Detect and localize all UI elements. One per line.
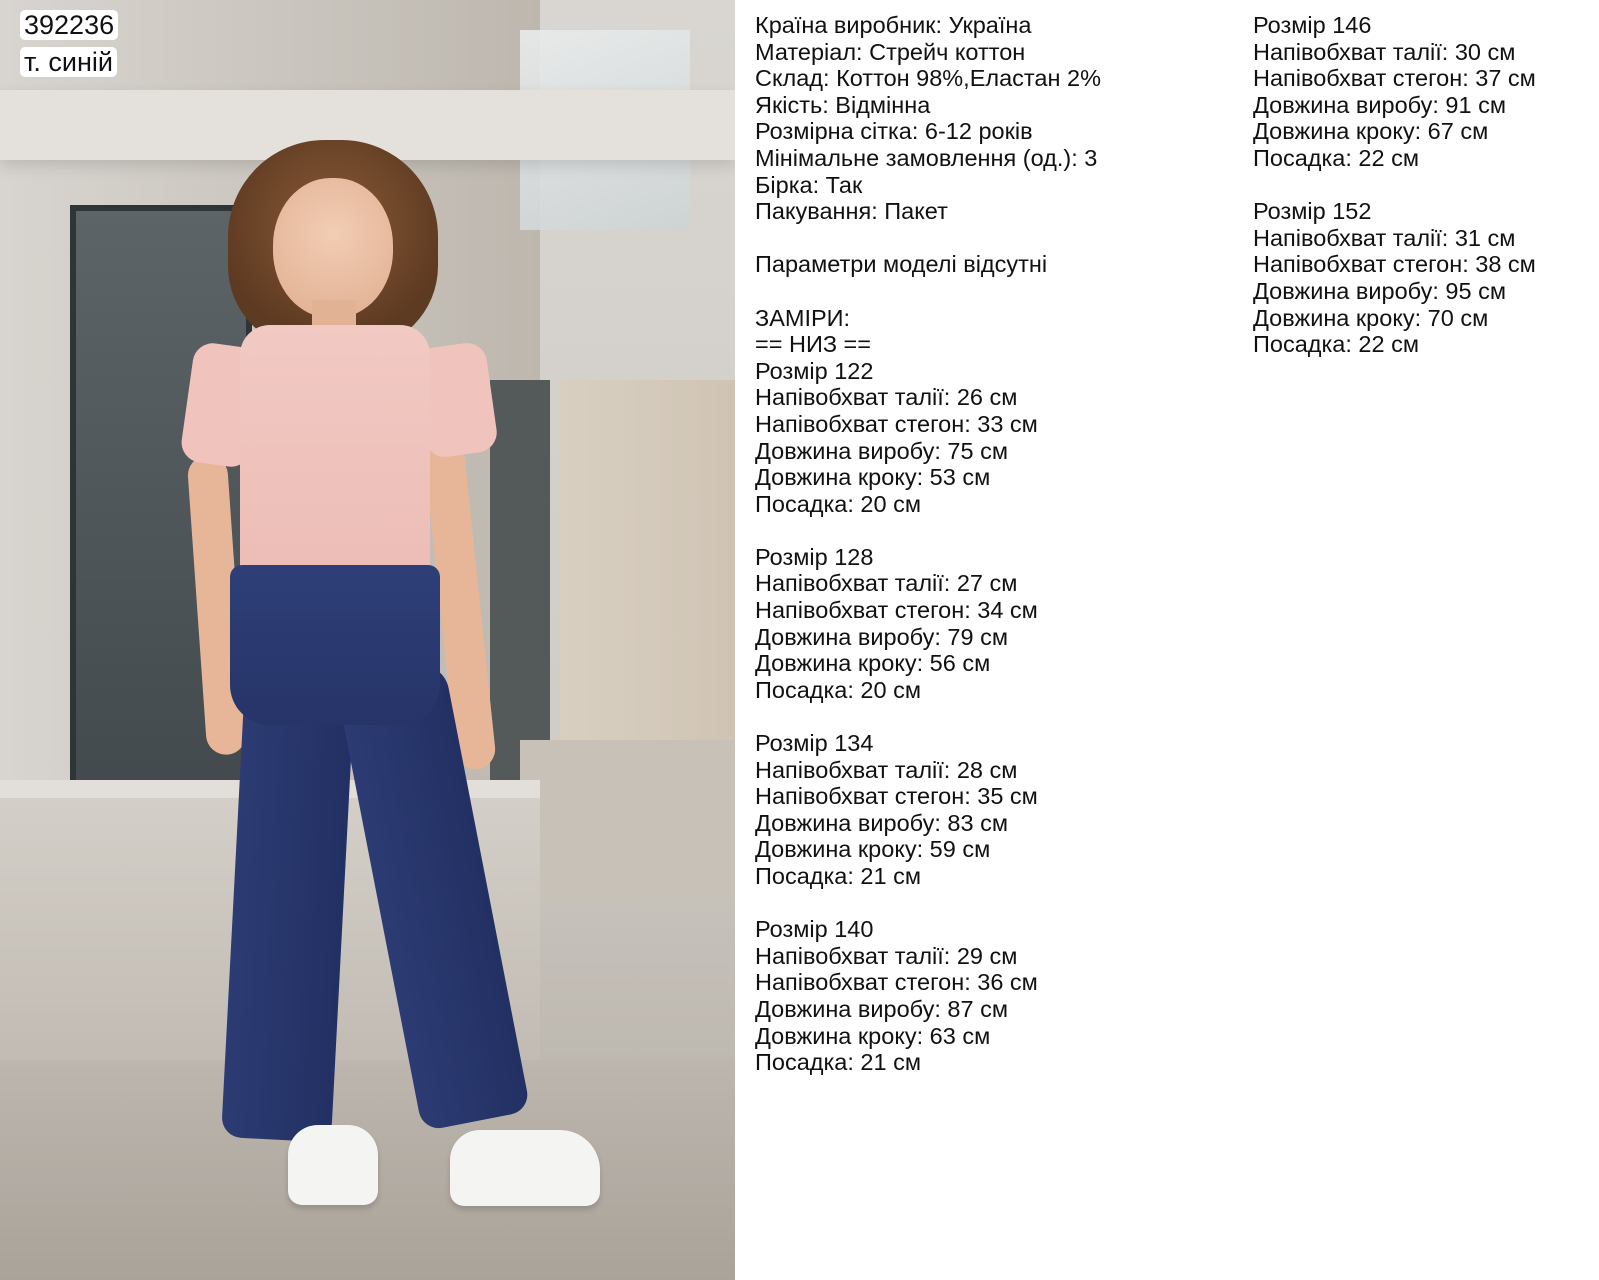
size-length: Довжина виробу: 87 см <box>755 995 1008 1022</box>
size-length: Довжина виробу: 83 см <box>755 809 1008 836</box>
size-hips: Напівобхват стегон: 34 см <box>755 597 1038 624</box>
size-rise: Посадка: 21 см <box>755 1049 921 1076</box>
size-waist: Напівобхват талії: 27 см <box>755 570 1018 597</box>
jeans-waist <box>230 565 440 725</box>
size-hips: Напівобхват стегон: 38 см <box>1253 251 1536 278</box>
concrete-ledge <box>520 740 735 900</box>
color-label: т. синій <box>20 47 117 77</box>
size-inseam: Довжина кроку: 56 см <box>755 650 991 677</box>
pink-tshirt <box>240 325 430 580</box>
spec-tag: Бірка: Так <box>755 171 863 198</box>
spec-country: Країна виробник: Україна <box>755 12 1032 38</box>
size-waist: Напівобхват талії: 29 см <box>755 942 1018 969</box>
spec-min-order: Мінімальне замовлення (од.): 3 <box>755 144 1098 171</box>
size-rise: Посадка: 22 см <box>1253 331 1419 358</box>
size-length: Довжина виробу: 79 см <box>755 623 1008 650</box>
size-hips: Напівобхват стегон: 35 см <box>755 783 1038 810</box>
size-length: Довжина виробу: 75 см <box>755 437 1008 464</box>
size-hips: Напівобхват стегон: 33 см <box>755 410 1038 437</box>
section-title: == НИЗ == <box>755 331 872 358</box>
size-rise: Посадка: 22 см <box>1253 144 1419 171</box>
size-label: Розмір 140 <box>755 916 874 943</box>
spec-material: Матеріал: Стрейч коттон <box>755 38 1026 65</box>
size-label: Розмір 128 <box>755 543 874 570</box>
size-label: Розмір 152 <box>1253 198 1372 225</box>
size-rise: Посадка: 21 см <box>755 863 921 889</box>
size-block-152 <box>1253 198 1593 358</box>
size-hips: Напівобхват стегон: 36 см <box>755 969 1038 996</box>
right-sneaker <box>450 1130 600 1206</box>
sku-label: 392236 <box>20 10 118 40</box>
size-length: Довжина виробу: 95 см <box>1253 277 1506 304</box>
model-face <box>273 178 393 318</box>
size-inseam: Довжина кроку: 59 см <box>755 836 991 863</box>
spec-quality: Якість: Відмінна <box>755 91 931 118</box>
measurements-title: ЗАМІРИ: <box>755 304 851 331</box>
size-length: Довжина виробу: 91 см <box>1253 91 1506 118</box>
size-label: Розмір 146 <box>1253 12 1372 38</box>
size-inseam: Довжина кроку: 53 см <box>755 464 991 491</box>
spec-size-range: Розмірна сітка: 6-12 років <box>755 118 1033 145</box>
size-label: Розмір 122 <box>755 357 874 384</box>
left-sneaker <box>288 1125 378 1205</box>
size-rise: Посадка: 20 см <box>755 676 921 703</box>
size-block-134 <box>755 730 1215 890</box>
spec-packaging: Пакування: Пакет <box>755 198 948 225</box>
specs-column-right <box>1253 12 1593 358</box>
size-hips: Напівобхват стегон: 37 см <box>1253 65 1536 92</box>
product-photo <box>0 0 735 1280</box>
size-label: Розмір 134 <box>755 730 874 757</box>
size-waist: Напівобхват талії: 26 см <box>755 384 1018 411</box>
spec-composition: Склад: Коттон 98%,Еластан 2% <box>755 65 1101 92</box>
size-inseam: Довжина кроку: 67 см <box>1253 118 1489 145</box>
specs-column-left <box>755 12 1215 1076</box>
size-inseam: Довжина кроку: 70 см <box>1253 304 1489 331</box>
model-note: Параметри моделі відсутні <box>755 251 1048 278</box>
size-waist: Напівобхват талії: 30 см <box>1253 38 1516 65</box>
size-inseam: Довжина кроку: 63 см <box>755 1022 991 1049</box>
size-block-128 <box>755 544 1215 704</box>
size-waist: Напівобхват талії: 31 см <box>1253 224 1516 251</box>
size-waist: Напівобхват талії: 28 см <box>755 756 1018 783</box>
size-block-146 <box>1253 12 1593 172</box>
size-block-122 <box>755 358 1215 518</box>
building-doorway <box>490 380 550 780</box>
size-block-140 <box>755 916 1215 1076</box>
size-rise: Посадка: 20 см <box>755 490 921 517</box>
